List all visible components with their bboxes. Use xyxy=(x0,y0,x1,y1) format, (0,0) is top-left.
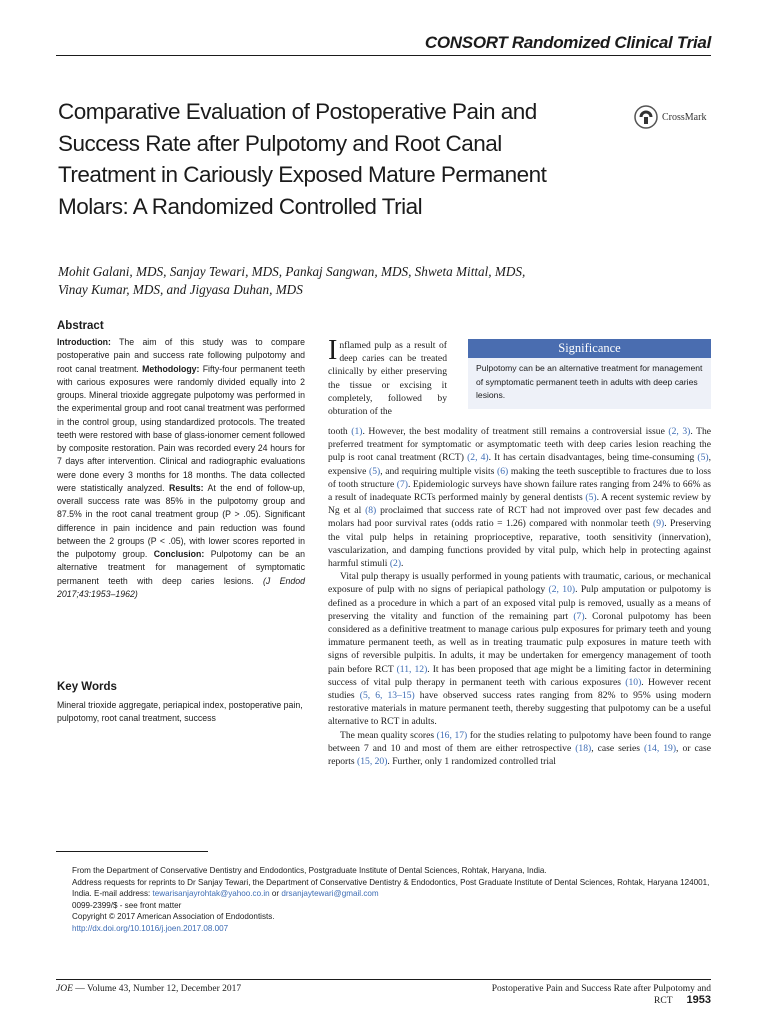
banner-divider xyxy=(56,55,711,56)
citation-link[interactable]: (2, 10) xyxy=(548,584,576,596)
body-text-run: have observed success rates ranging from 82% to 95% using modern restorative materials in mature permanent teeth, thereby suggesting that pulpotomy can be a useful alternative to RCT in adults. xyxy=(328,690,711,728)
intro-paragraph-start xyxy=(328,335,447,418)
abstract-methods: Fifty-four permanent teeth with carious exposures were randomly divided equally into 2 groups. Mineral trioxide aggregate pulpotomy was performed in the experimental group and root canal treatment was performed in the control group, using standardized protocols. The treated teeth were restored with base of glass-ionomer cement followed by composite restoration. Pain was recorded every 24 hours for 7 days after intervention. Clinical and radiographic evaluations were done every 3 months for 18 months. The data collected were statistically analyzed. xyxy=(57,363,305,493)
address-text: Address requests for reprints to Dr Sanjay Tewari, the Department of Conservative Dentistry & Endodontics, Post Graduate Institute of Dental Sciences, Rohtak, Haryana 124001, India. E-mail address: xyxy=(72,877,710,898)
abstract-intro-label: Introduction: xyxy=(57,337,111,347)
footnote-copyright: Copyright © 2017 American Association of Endodontists. xyxy=(72,912,275,921)
body-paragraph xyxy=(328,729,711,769)
body-text-run: Vital pulp therapy is usually performed in young patients with traumatic, carious, or mechanical exposure of pulp with no signs of periapical pathology xyxy=(328,571,711,596)
footnote-divider xyxy=(56,851,208,852)
body-text-run: . A recent systemic review by Ng et al xyxy=(328,492,711,517)
running-footer xyxy=(440,984,711,1006)
body-text xyxy=(328,425,711,768)
footnote-issn: 0099-2399/$ - see front matter xyxy=(72,900,182,910)
email-link-2[interactable]: drsanjaytewari@gmail.com xyxy=(281,889,379,898)
journal-abbrev: JOE xyxy=(56,984,73,994)
crossmark-icon xyxy=(634,105,658,129)
footnote-address xyxy=(56,877,716,900)
body-text-run: , and requiring multiple visits xyxy=(380,465,498,477)
body-text-run: . However, the best modality of treatment still remains a controversial issue xyxy=(362,426,669,437)
abstract-conclusion-label: Conclusion: xyxy=(153,549,205,559)
journal-issue-info xyxy=(56,984,241,994)
body-text-run: , or case reports xyxy=(328,742,711,768)
body-text-run: . xyxy=(401,558,404,570)
citation-link[interactable]: (5, 6, 13–15) xyxy=(359,690,415,702)
email-separator: or xyxy=(269,889,282,898)
article-title: Comparative Evaluation of Postoperative Pain and Success Rate after Pulpotomy and Root Canal Treatment in Cariously Exposed Mature Permanent Molars: A Randomized Controlled Trial xyxy=(58,99,547,219)
body-text-run: . It has certain disadvantages, being time-consuming xyxy=(488,452,698,464)
citation-link[interactable]: (6) xyxy=(497,465,509,477)
body-text-run: . Pulp amputation or pulpotomy is defined as a procedure in which a part of an exposed vital pulp is removed, usually as a means of preserving the vitality and function of the remaining part xyxy=(328,584,711,622)
abstract-intro: The aim of this study was to compare postoperative pain and success rate following pulpotomy and root canal treatment. xyxy=(57,337,305,374)
body-text-run: . Further, only 1 randomized controlled trial xyxy=(387,756,556,768)
body-paragraph xyxy=(328,425,711,570)
citation-link[interactable]: (16, 17) xyxy=(436,729,468,741)
section-banner: CONSORT Randomized Clinical Trial xyxy=(424,33,711,52)
citation-link[interactable]: (11, 12) xyxy=(396,663,428,675)
citation-link[interactable]: (15, 20) xyxy=(357,756,388,768)
author-line: Vinay Kumar, MDS, and Jigyasa Duhan, MDS xyxy=(58,282,303,297)
citation-link[interactable]: (7) xyxy=(396,478,408,490)
citation-link[interactable]: (5) xyxy=(697,452,709,464)
page-number: 1953 xyxy=(686,994,711,1006)
body-text-run: . However recent studies xyxy=(328,676,711,702)
body-text-run: . It has been proposed that age might be a limiting factor in determining success of vital pulp therapy in permanent teeth with carious exposures xyxy=(328,663,711,688)
drop-cap: I xyxy=(328,335,338,366)
body-text-run: . The preferred treatment for symptomatic or asymptomatic teeth with deep caries lesion reaching the pulp is root canal treatment (RCT) xyxy=(328,426,712,464)
citation-link[interactable]: (5) xyxy=(585,492,597,504)
abstract-results-label: Results: xyxy=(169,482,204,493)
intro-text: nflamed pulp as a result of deep caries can be treated clinically by either preserving the tissue or excising it completely, followed by obturation of the xyxy=(328,340,447,418)
doi-link[interactable]: http://dx.doi.org/10.1016/j.joen.2017.08.007 xyxy=(72,923,229,933)
keywords-heading: Key Words xyxy=(57,681,117,693)
body-text-run: for the studies relating to pulpotomy have been found to range between 7 and 10 and most of them are either retrospective xyxy=(328,729,712,754)
citation-link[interactable]: (8) xyxy=(365,505,377,517)
abstract-citation: (J Endod 2017;43:1953–1962) xyxy=(57,575,305,599)
citation-link[interactable]: (2) xyxy=(389,558,402,570)
abstract-conclusion: Pulpotomy can be an alternative treatment for management of symptomatic permanent teeth with deep caries lesions. xyxy=(57,549,306,586)
citation-link[interactable]: (10) xyxy=(625,676,642,688)
body-text-run: making the teeth susceptible to fractures due to loss of tooth structure xyxy=(328,465,711,490)
running-title: Postoperative Pain and Success Rate after Pulpotomy and RCT xyxy=(491,984,711,1006)
footer-divider xyxy=(56,979,711,980)
abstract-heading: Abstract xyxy=(57,320,104,332)
keywords-text: Mineral trioxide aggregate, periapical index, postoperative pain, pulpotomy, root canal treatment, success xyxy=(57,700,303,724)
body-text-run: . Epidemiologic surveys have shown failure rates ranging from 24% to 66% as a result of inadequate RCTs performed mainly by general dentists xyxy=(328,478,711,504)
author-list xyxy=(58,263,678,299)
body-text-run: proclaimed that success rate of RCT had not improved over past few decades and molars had poor survival rates (odds ratio = 1.26) compared with nonmolar teeth xyxy=(328,505,711,530)
author-line: Mohit Galani, MDS, Sanjay Tewari, MDS, Pankaj Sangwan, MDS, Shweta Mittal, MDS, xyxy=(58,264,526,279)
body-paragraph xyxy=(328,570,711,728)
citation-link[interactable]: (7) xyxy=(573,610,585,622)
citation-link[interactable]: (1) xyxy=(351,426,363,437)
footnote-affiliation: From the Department of Conservative Dentistry and Endodontics, Postgraduate Institute of Dental Sciences, Rohtak, Haryana, India. xyxy=(72,866,547,875)
body-text-run: . Preserving the vital pulp helps in retaining proprioceptive, reparative, tooth sensitivity (innervation), vascularization, and damping functions provided by vital pulp, which help in protecting against harmful stimuli xyxy=(328,518,711,570)
issue-text: — Volume 43, Number 12, December 2017 xyxy=(72,984,242,994)
significance-heading: Significance xyxy=(468,339,711,358)
body-text-run: The mean quality scores xyxy=(340,729,437,741)
crossmark-badge[interactable] xyxy=(634,100,724,134)
footnotes xyxy=(56,865,716,934)
body-text-run: , expensive xyxy=(328,452,712,477)
abstract-results: At the end of follow-up, overall success rate was 85% in the pulpotomy group and 87.5% in the root canal treatment group (P > .05). Significant difference in pain incidence and pain reduction was found between the 2 groups (P < .05), with lower scores reported in the pulpotomy group. xyxy=(57,482,305,559)
abstract-text xyxy=(57,336,305,601)
citation-link[interactable]: (2, 4) xyxy=(467,452,489,464)
citation-link[interactable]: (9) xyxy=(653,518,665,530)
citation-link[interactable]: (14, 19) xyxy=(644,742,677,754)
body-text-run: tooth xyxy=(328,426,352,437)
citation-link[interactable]: (18) xyxy=(575,742,592,754)
citation-link[interactable]: (5) xyxy=(369,465,381,477)
citation-link[interactable]: (2, 3) xyxy=(668,426,691,437)
significance-text: Pulpotomy can be an alternative treatment for management of symptomatic permanent teeth in adults with deep caries lesions. xyxy=(476,363,703,400)
crossmark-label: CrossMark xyxy=(662,111,707,123)
email-link-1[interactable]: tewarisanjayrohtak@yahoo.co.in xyxy=(152,889,270,898)
body-text-run: . Coronal pulpotomy has been considered as a definitive treatment to manage carious pulp exposures for primary teeth and young immature permanent teeth, as well as in treating traumatic pulp exposures in mature teeth with signs of reversible pulpitis. In adults, it may be undertaken for emergency management of tooth pain before RCT xyxy=(328,610,711,675)
body-text-run: , case series xyxy=(591,742,645,754)
abstract-methods-label: Methodology: xyxy=(142,363,200,374)
